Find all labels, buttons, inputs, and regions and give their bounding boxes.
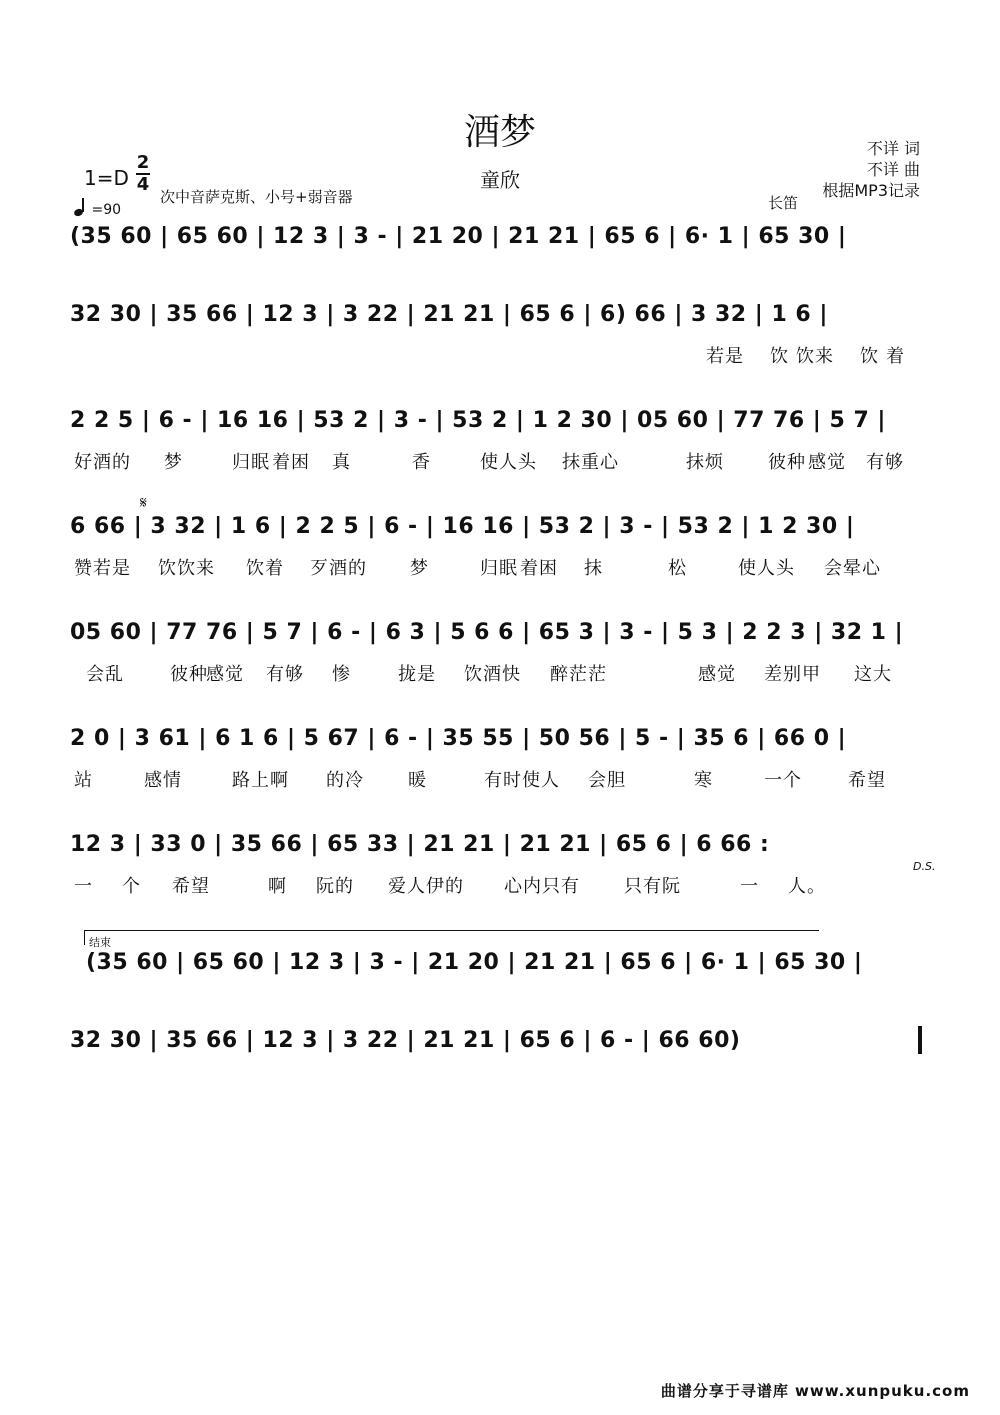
flute-label: 长笛 bbox=[768, 194, 799, 212]
source-credit: 根据MP3记录 bbox=[822, 181, 920, 200]
composer-credit: 不详 曲 bbox=[866, 160, 920, 179]
quarter-note-icon bbox=[73, 208, 84, 218]
score-line-7: 12 3 | 33 0 | 35 66 | 65 33 | 21 21 | 21 21 | 65 6 | 6 66 : bbox=[70, 832, 770, 857]
score-line-3: 2 2 5 | 6 - | 16 16 | 53 2 | 3 - | 53 2 | 1 2 30 | 05 60 | 77 76 | 5 7 | bbox=[70, 408, 886, 433]
tempo-marking: =90 bbox=[74, 198, 121, 218]
footer-watermark: 曲谱分享于寻谱库 www.xunpuku.com bbox=[660, 1382, 970, 1400]
lyricist-credit: 不详 词 bbox=[866, 139, 920, 158]
score-title: 酒梦 bbox=[463, 112, 536, 153]
segno-sign: 𝄋 bbox=[140, 493, 147, 512]
score-line-5: 05 60 | 77 76 | 5 7 | 6 - | 6 3 | 5 6 6 | 65 3 | 3 - | 5 3 | 2 2 3 | 32 1 | bbox=[70, 620, 904, 645]
time-signature bbox=[133, 153, 153, 195]
score-line-4: 6 66 | 3 32 | 1 6 | 2 2 5 | 6 - | 16 16 | 53 2 | 3 - | 53 2 | 1 2 30 | bbox=[70, 514, 855, 539]
ending-bracket bbox=[84, 930, 819, 945]
singer-name: 童欣 bbox=[480, 168, 520, 192]
score-line-1: (35 60 | 65 60 | 12 3 | 3 - | 21 20 | 21 21 | 65 6 | 6· 1 | 65 30 | bbox=[70, 224, 847, 249]
score-line-9: 32 30 | 35 66 | 12 3 | 3 22 | 21 21 | 65 6 | 6 - | 66 60) bbox=[70, 1028, 741, 1053]
time-top: 2 bbox=[136, 152, 150, 173]
instrumentation: 次中音萨克斯、小号+弱音器 bbox=[160, 188, 353, 206]
final-barline bbox=[918, 1026, 922, 1054]
time-bottom: 4 bbox=[136, 174, 150, 195]
ending-label: 结束 bbox=[89, 936, 111, 949]
score-line-6: 2 0 | 3 61 | 6 1 6 | 5 67 | 6 - | 35 55 | 50 56 | 5 - | 35 6 | 66 0 | bbox=[70, 726, 847, 751]
score-line-2: 32 30 | 35 66 | 12 3 | 3 22 | 21 21 | 65 6 | 6) 66 | 3 32 | 1 6 | bbox=[70, 302, 828, 327]
dal-segno: D.S. bbox=[913, 860, 936, 873]
score-line-8: (35 60 | 65 60 | 12 3 | 3 - | 21 20 | 21 21 | 65 6 | 6· 1 | 65 30 | bbox=[86, 950, 863, 975]
key-signature: 1=D bbox=[84, 166, 129, 190]
